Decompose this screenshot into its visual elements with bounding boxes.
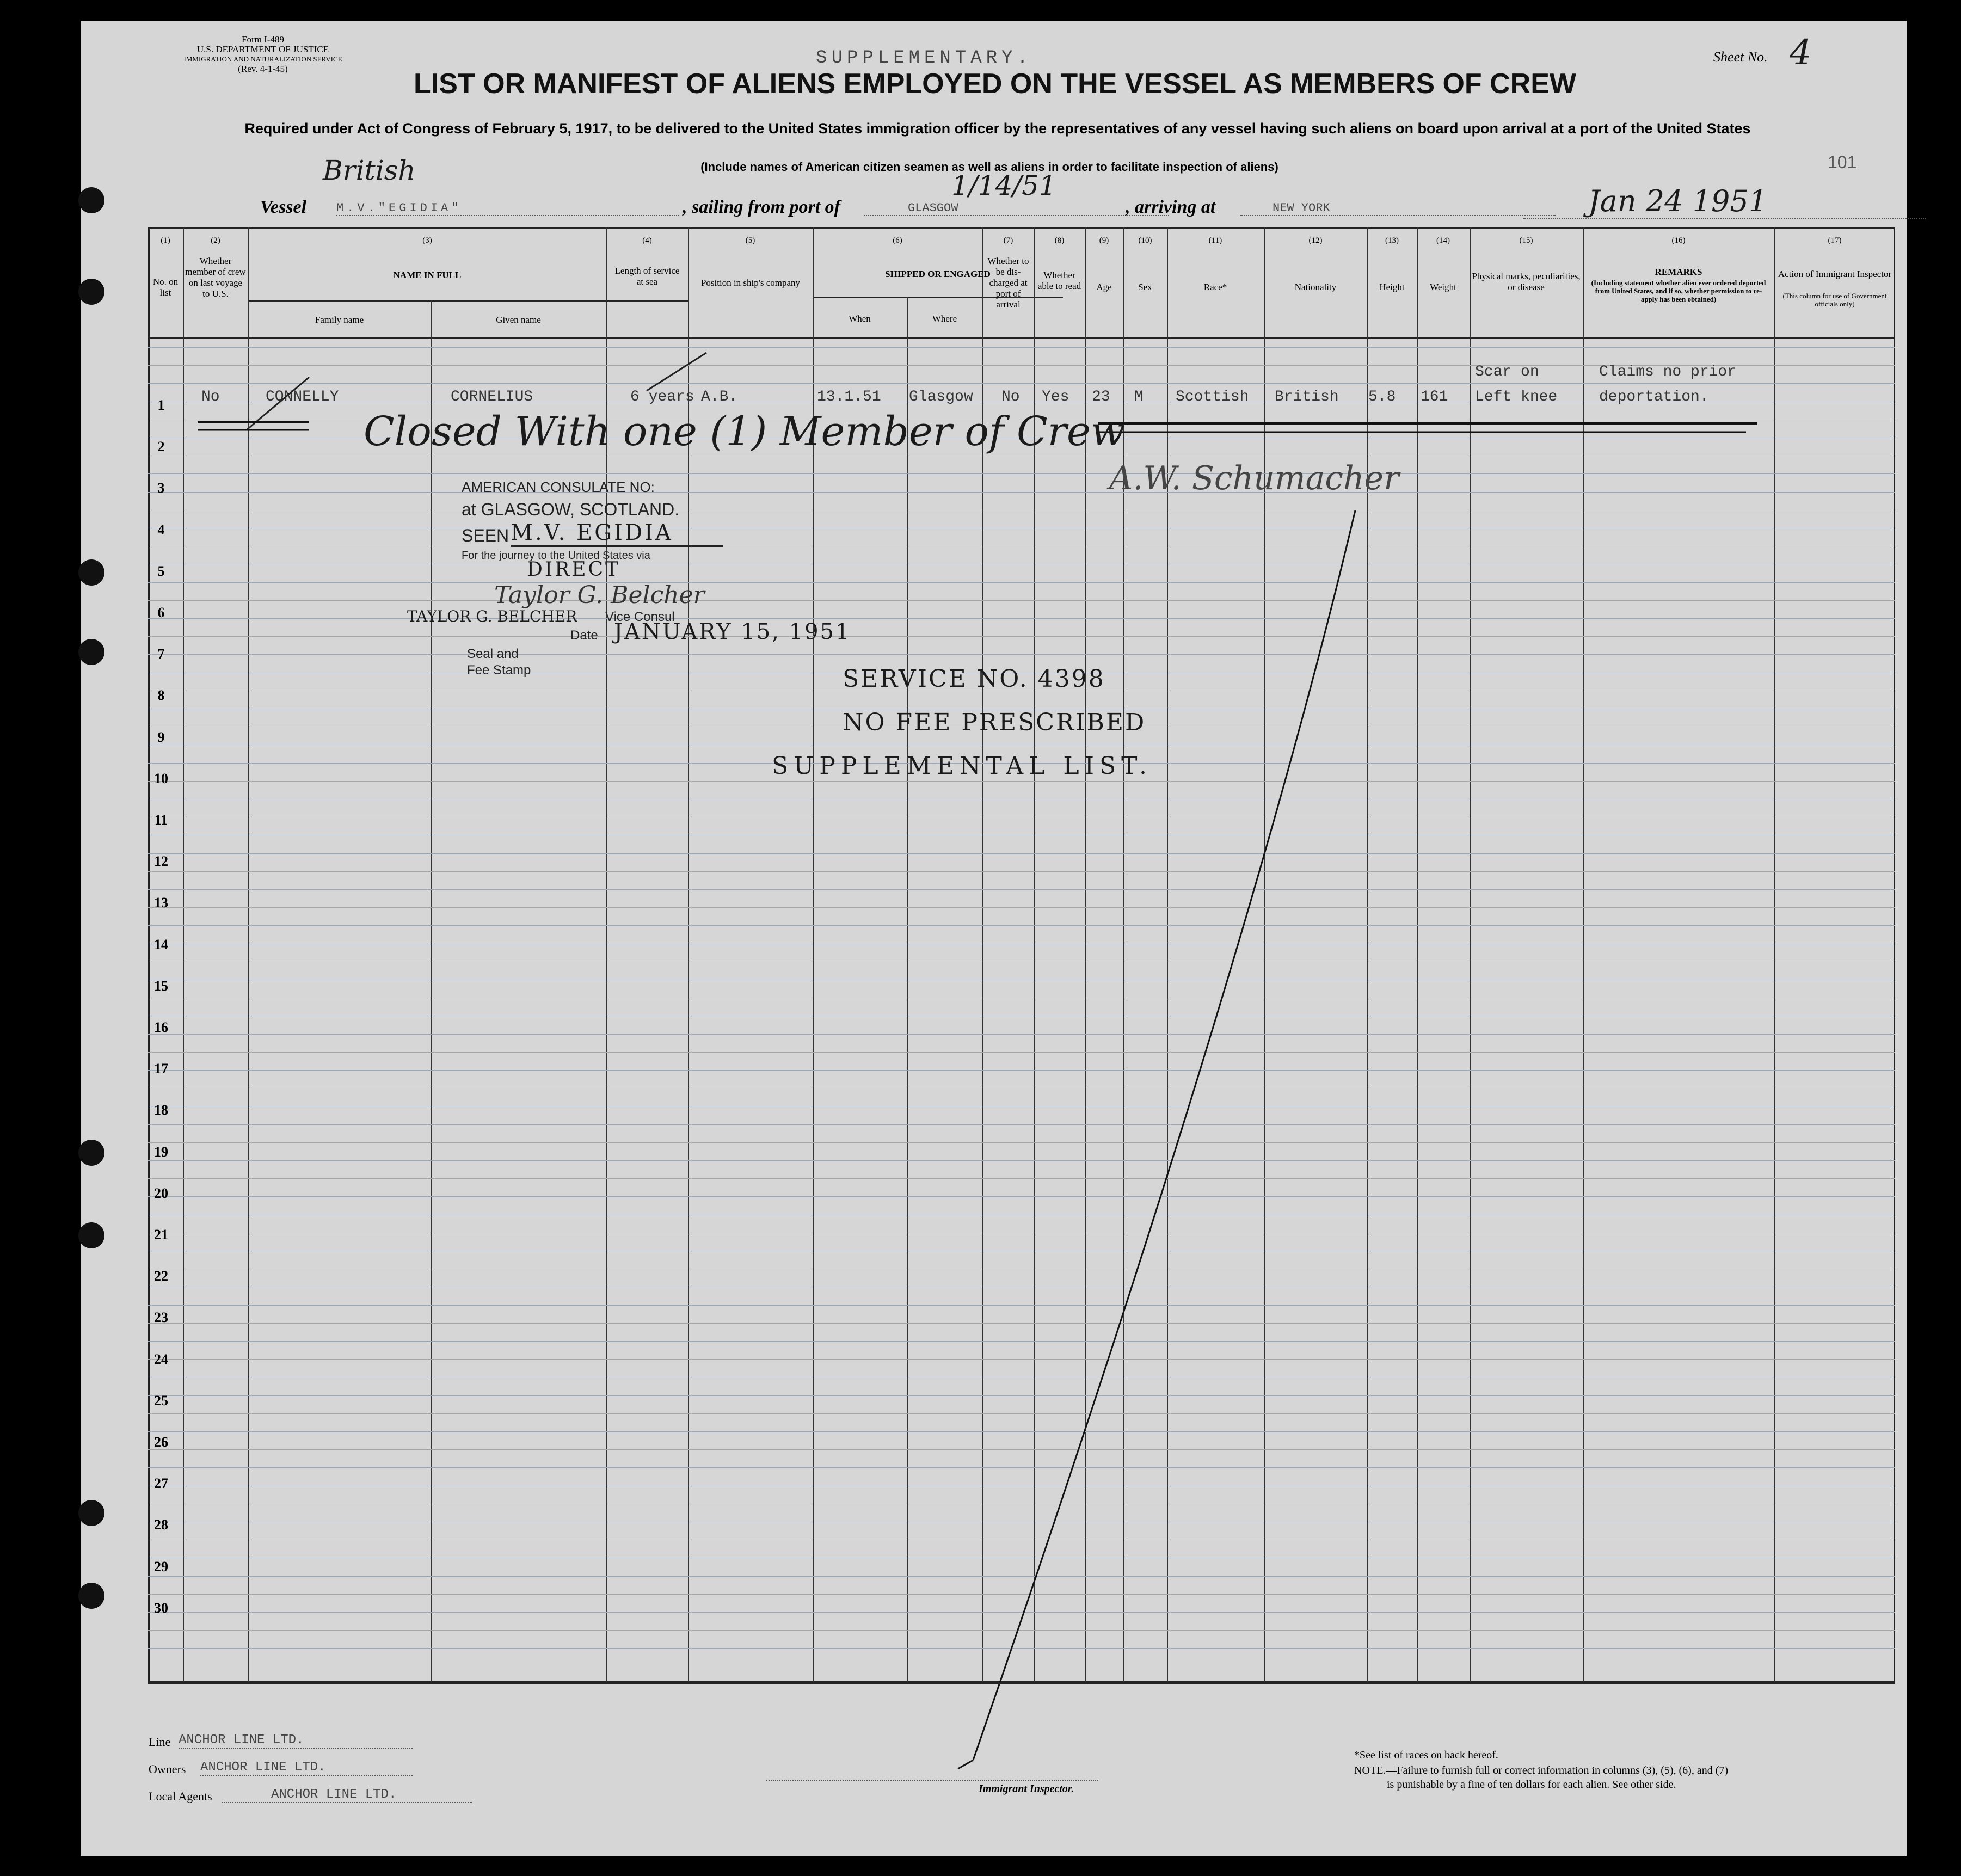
entry-service: 6 years [630, 389, 694, 405]
footer-inspector-label: Immigrant Inspector. [979, 1783, 1074, 1795]
row-number: 20 [154, 1185, 168, 1201]
inspector-line [766, 1780, 1098, 1781]
col-num: (9) [1099, 236, 1109, 245]
footer-line-label: Line [149, 1735, 171, 1749]
row-number: 26 [154, 1434, 168, 1450]
arriving-date: Jan 24 1951 [1523, 184, 1926, 219]
col-num: (14) [1436, 236, 1450, 245]
consul-date-label: Date [570, 628, 598, 643]
row-number: 10 [154, 770, 168, 786]
manifest-sheet [81, 21, 1907, 1856]
seal-line1: Seal and [467, 647, 519, 661]
vessel-label: Vessel [260, 197, 306, 217]
row-number: 25 [154, 1392, 168, 1408]
consul-title: Vice Consul [605, 610, 675, 624]
header-no-on-list: No. on list [152, 276, 179, 298]
footer-note-races: *See list of races on back hereof. [1354, 1749, 1498, 1761]
diagonal-tick [958, 1760, 973, 1769]
row-number: 16 [154, 1019, 168, 1035]
consulate-line1: AMERICAN CONSULATE NO: [462, 479, 655, 495]
row-number: 14 [154, 936, 168, 952]
col-num: (6) [893, 236, 902, 245]
diagonal-line [973, 510, 1355, 1760]
entry-height: 5.8 [1368, 389, 1396, 405]
arriving-label: , arriving at [1126, 197, 1216, 217]
footer-line-value: ANCHOR LINE LTD. [179, 1733, 413, 1749]
vessel-name: M.V."EGIDIA" [336, 201, 679, 216]
footer-note-1: NOTE.—Failure to furnish full or correct information in columns (3), (5), (6), and (7) [1354, 1764, 1729, 1776]
corner-number: 101 [1828, 152, 1857, 172]
header-remarks-note: (Including statement whether alien ever ordered deported from United States, and if so, whether permission to re-apply has been obtained) [1591, 279, 1766, 303]
supplementary-label: SUPPLEMENTARY. [816, 48, 1032, 69]
entry-marks-line1: Scar on [1475, 364, 1539, 380]
col-num: (17) [1828, 236, 1842, 245]
header-position: Position in ship's company [700, 278, 801, 288]
entry-age: 23 [1092, 389, 1110, 405]
header-physical-marks: Physical marks, peculiarities, or disease [1472, 271, 1581, 292]
row-number: 4 [157, 521, 165, 538]
header-length-service: Length of service at sea [614, 266, 680, 287]
sailing-date: 1/14/51 [951, 170, 1056, 201]
inspector-signature: A.W. Schumacher [1109, 459, 1399, 497]
consulate-line2: at GLASGOW, SCOTLAND. [462, 500, 680, 519]
header-discharged: Whether to be dis-charged at port of arrival [987, 256, 1029, 310]
entry-marks-line2: Left knee [1475, 389, 1558, 405]
department: U.S. DEPARTMENT OF JUSTICE [196, 44, 329, 54]
form-title: LIST OR MANIFEST OF ALIENS EMPLOYED ON THE VESSEL AS MEMBERS OF CREW [414, 68, 1576, 100]
entry-given-name: CORNELIUS [451, 389, 533, 405]
consulate-seen-label: SEEN [462, 526, 509, 545]
consulate-seen-value: M.V. EGIDIA [511, 520, 723, 547]
entry-nationality: British [1275, 389, 1339, 405]
strike-stroke [647, 353, 706, 391]
row-number: 24 [154, 1351, 168, 1367]
col-num: (11) [1208, 236, 1222, 245]
seal-line2: Fee Stamp [467, 663, 531, 678]
entry-remarks-line1: Claims no prior [1599, 364, 1737, 380]
header-nationality: Nationality [1294, 282, 1337, 292]
form-number: Form I-489 [242, 34, 284, 45]
footer-owners-label: Owners [149, 1762, 186, 1776]
row-number: 21 [154, 1227, 168, 1243]
entry-race: Scottish [1176, 389, 1249, 405]
row-number: 13 [154, 895, 168, 911]
col-num: (5) [745, 236, 755, 245]
consul-date-value: JANUARY 15, 1951 [614, 619, 851, 644]
row-number: 28 [154, 1517, 168, 1533]
header-inspector: Action of Immigrant Inspector [1778, 269, 1892, 279]
col-num: (7) [1003, 236, 1013, 245]
sheet-number-value: 4 [1790, 33, 1812, 73]
header-able-to-read: Whether able to read [1037, 270, 1081, 291]
header-weight: Weight [1430, 282, 1456, 292]
col-num: (3) [422, 236, 432, 245]
consul-name: TAYLOR G. BELCHER [407, 607, 577, 625]
header-family-name: Family name [315, 315, 364, 325]
header-given-name: Given name [496, 315, 541, 325]
row-number: 3 [157, 480, 165, 496]
row-number: 12 [154, 853, 168, 870]
arriving-port: NEW YORK [1240, 201, 1556, 216]
row-number: 9 [157, 729, 165, 745]
row-number: 29 [154, 1558, 168, 1574]
footer-note-2: is punishable by a fine of ten dollars for each alien. See other side. [1387, 1779, 1676, 1791]
entry-read: Yes [1042, 389, 1069, 405]
col-num: (8) [1054, 236, 1065, 245]
entry-family-name: CONNELLY [266, 389, 339, 405]
row-number: 23 [154, 1309, 168, 1326]
col-num: (2) [211, 236, 220, 245]
row-number: 22 [154, 1268, 168, 1284]
row-number: 19 [154, 1143, 168, 1160]
row-number: 18 [154, 1102, 168, 1118]
footer-owners-value: ANCHOR LINE LTD. [200, 1760, 413, 1776]
row-number: 1 [157, 397, 165, 413]
header-sex: Sex [1138, 282, 1152, 292]
row-number: 7 [157, 646, 165, 662]
header-age: Age [1096, 282, 1112, 292]
service-no: SERVICE NO. 4398 [843, 665, 1105, 693]
col-num: (15) [1519, 236, 1533, 245]
entry-discharged: No [1001, 389, 1020, 405]
row-number: 15 [154, 977, 168, 994]
header-height: Height [1379, 282, 1405, 292]
entry-sex: M [1134, 389, 1144, 405]
header-race: Race* [1203, 282, 1227, 292]
row-number: 8 [157, 687, 165, 704]
consul-signature: Taylor G. Belcher [494, 581, 705, 609]
entry-where: Glasgow [909, 389, 973, 405]
closed-note: Closed With one (1) Member of Crew [364, 408, 1126, 455]
row-number: 6 [157, 605, 165, 620]
col-num: (16) [1671, 236, 1686, 245]
footer-rule [148, 1682, 1895, 1684]
entry-weight: 161 [1421, 389, 1448, 405]
header-when: When [849, 313, 871, 324]
sailing-port: GLASGOW [864, 201, 1169, 216]
header-last-voyage: Whether member of crew on last voyage to U.S. [185, 256, 246, 299]
form-subtitle: Required under Act of Congress of February 5, 1917, to be delivered to the United States immigration officer by the representatives of any vessel having such aliens on board upon arrival at a port of the United States [244, 120, 1751, 137]
consulate-via: DIRECT [527, 558, 621, 581]
col-num: (13) [1385, 236, 1399, 245]
header-name-in-full: NAME IN FULL [393, 270, 462, 280]
header-inspector-note: (This column for use of Government officials only) [1782, 292, 1887, 308]
header-where: Where [932, 313, 957, 324]
col-num: (4) [642, 236, 652, 245]
col-num: (10) [1138, 236, 1152, 245]
consulate-journey: For the journey to the United States via [462, 550, 650, 562]
header-shipped-engaged: SHIPPED OR ENGAGED [885, 269, 991, 279]
no-fee-prescribed: NO FEE PRESCRIBED [843, 709, 1146, 736]
row-number: 17 [154, 1061, 168, 1077]
row-number: 5 [157, 563, 165, 579]
include-note: (Include names of American citizen seamen as well as aliens in order to facilitate inspection of aliens) [700, 160, 1278, 174]
footer-agents-value: ANCHOR LINE LTD. [222, 1787, 472, 1803]
revision: (Rev. 4-1-45) [238, 64, 288, 74]
col-num: (1) [161, 236, 170, 245]
sheet-number-label: Sheet No. [1713, 49, 1768, 65]
row-number: 27 [154, 1475, 168, 1492]
row-number: 30 [154, 1600, 168, 1616]
vessel-nationality: British [323, 155, 416, 186]
footer-agents-label: Local Agents [149, 1789, 212, 1803]
entry-last-voyage: No [201, 389, 220, 405]
service-name: IMMIGRATION AND NATURALIZATION SERVICE [183, 55, 342, 63]
sailing-label: , sailing from port of [683, 197, 840, 217]
pen-strokes [81, 21, 1907, 1856]
entry-remarks-line2: deportation. [1599, 389, 1709, 405]
entry-when: 13.1.51 [817, 389, 881, 405]
supplemental-list: SUPPLEMENTAL LIST. [772, 752, 1152, 780]
col-num: (12) [1308, 236, 1323, 245]
header-remarks: REMARKS [1655, 267, 1702, 277]
row-number: 11 [154, 812, 168, 828]
entry-position: A.B. [701, 389, 738, 405]
row-number: 2 [157, 439, 165, 455]
